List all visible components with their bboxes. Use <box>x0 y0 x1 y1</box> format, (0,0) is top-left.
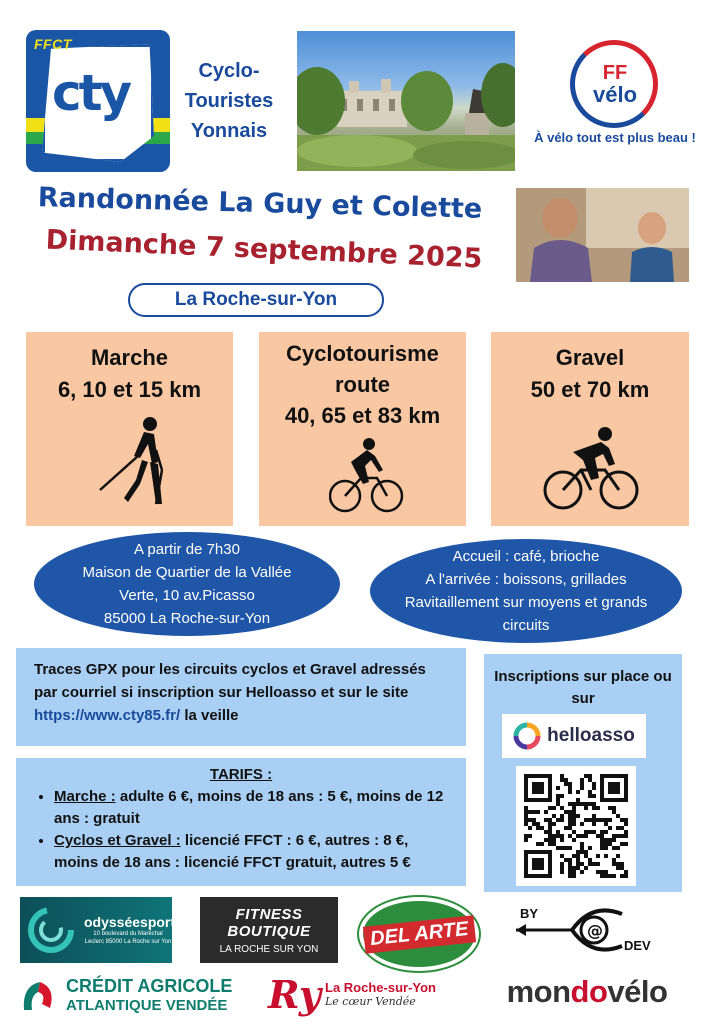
activity-distances: 6, 10 et 15 km <box>57 377 202 402</box>
departure-line: Verte, 10 av.Picasso <box>119 587 255 604</box>
road-cyclist-icon <box>329 436 405 516</box>
odyssee-address: 10 boulevard du Maréchal Leclerc 85000 La Roche sur Yon <box>84 931 172 945</box>
credit-agricole-line2: ATLANTIQUE VENDÉE <box>66 997 228 1014</box>
town-square-photo <box>297 31 515 171</box>
qr-code[interactable] <box>516 766 636 886</box>
odyssee-name: odysséesport <box>84 914 176 930</box>
sponsor-odyssee <box>20 897 176 963</box>
ffvelo-velo-text: vélo <box>592 82 638 107</box>
tarif-item <box>54 830 452 874</box>
walker-icon <box>98 414 180 510</box>
mondovelo-part: vélo <box>607 974 668 1009</box>
gpx-text-after: la veille <box>184 707 239 724</box>
delarte-name: DEL ARTE <box>363 915 476 953</box>
website-link[interactable]: https://www.cty85.fr/ <box>34 707 181 724</box>
departure-line: A partir de 7h30 <box>134 541 240 558</box>
welcome-line: Accueil : café, brioche <box>452 548 600 565</box>
odyssee-swirl-icon <box>26 905 76 955</box>
qr-code-pattern <box>524 774 628 878</box>
event-date: Dimanche 7 septembre 2025 <box>45 224 483 275</box>
activity-marche <box>26 332 233 526</box>
sponsor-mondovelo <box>480 966 694 1018</box>
sponsor-fitness-boutique <box>200 897 338 963</box>
logo-ffct-text: FFCT <box>34 36 72 52</box>
ffvelo-tagline: À vélo tout est plus beau ! <box>534 130 696 145</box>
gpx-info <box>16 648 466 746</box>
gravel-cyclist-icon <box>543 426 639 512</box>
helloasso-text: helloasso <box>547 725 635 746</box>
svg-text:@: @ <box>587 921 603 940</box>
helloasso-logo[interactable] <box>502 714 646 758</box>
event-title: Randonnée La Guy et Colette <box>37 182 483 225</box>
rsy-tagline: Le cœur Vendée <box>325 995 416 1008</box>
welcome-line: circuits <box>502 617 550 634</box>
activity-distances: 50 et 70 km <box>530 377 650 402</box>
event-city: La Roche-sur-Yon <box>128 283 384 317</box>
fitness-city: LA ROCHE SUR YON <box>219 943 319 955</box>
welcome-line: Ravitaillement sur moyens et grands <box>404 594 648 611</box>
club-name-line: Cyclo- <box>198 60 260 82</box>
activity-gravel <box>491 332 689 526</box>
tarif-text: licencié FFCT : 6 €, autres : 8 €, moins de 18 ans : licencié FFCT gratuit, autres 5 € <box>54 832 411 871</box>
town-square-illustration <box>297 31 515 171</box>
activity-distances: 40, 65 et 83 km <box>284 403 441 428</box>
credit-agricole-line1: CRÉDIT AGRICOLE <box>66 976 233 996</box>
welcome-line: A l'arrivée : boissons, grillades <box>425 571 627 588</box>
departure-line: Maison de Quartier de la Vallée <box>82 564 292 581</box>
tarifs-list <box>30 786 452 874</box>
tarifs-box <box>16 758 466 886</box>
ffvelo-logo <box>522 32 708 172</box>
activity-subtitle: route <box>335 372 390 397</box>
tarif-item <box>54 786 452 830</box>
people-illustration <box>516 188 689 282</box>
tarif-label: Cyclos et Gravel : <box>54 832 181 849</box>
guy-colette-photo <box>516 188 689 282</box>
tarif-label: Marche : <box>54 788 116 805</box>
bydev-dev: DEV <box>624 938 651 953</box>
club-name-line: Yonnais <box>190 120 268 142</box>
activity-title: Cyclotourisme <box>286 341 439 366</box>
credit-agricole-icon <box>18 976 58 1016</box>
sponsor-bydev <box>512 900 672 962</box>
bydev-by: BY <box>520 906 539 921</box>
mondovelo-part: do <box>570 974 608 1009</box>
fitness-name: FITNESS BOUTIQUE <box>227 905 311 940</box>
activity-title: Marche <box>90 345 169 370</box>
activity-route <box>259 332 466 526</box>
logo-cty-text: cty <box>52 64 130 122</box>
welcome-info <box>370 539 682 643</box>
gpx-text: Traces GPX pour les circuits cyclos et Gravel adressés par courriel si inscription sur Helloasso et sur le site <box>34 661 426 701</box>
helloasso-icon <box>513 722 541 750</box>
mondovelo-part: mon <box>506 974 571 1009</box>
sponsor-credit-agricole <box>18 970 254 1022</box>
club-name <box>166 56 292 146</box>
activity-title: Gravel <box>555 345 625 370</box>
rsy-monogram-icon: Ry <box>268 971 321 1017</box>
registration-text: Inscriptions sur place ou sur <box>494 668 672 707</box>
rsy-name: La Roche-sur-Yon <box>325 980 436 995</box>
sponsor-delarte <box>359 897 479 971</box>
departure-info <box>34 532 340 636</box>
cty-logo <box>26 30 170 172</box>
tarif-text: adulte 6 €, moins de 18 ans : 5 €, moins de 12 ans : gratuit <box>54 788 444 827</box>
departure-line: 85000 La Roche-sur-Yon <box>103 610 271 627</box>
club-name-line: Touristes <box>184 90 274 112</box>
ffvelo-ff-text: FF <box>602 62 628 84</box>
tarifs-title: TARIFS : <box>209 766 273 783</box>
logo-number: 85 <box>137 143 158 163</box>
sponsor-la-roche-sur-yon <box>268 966 458 1022</box>
